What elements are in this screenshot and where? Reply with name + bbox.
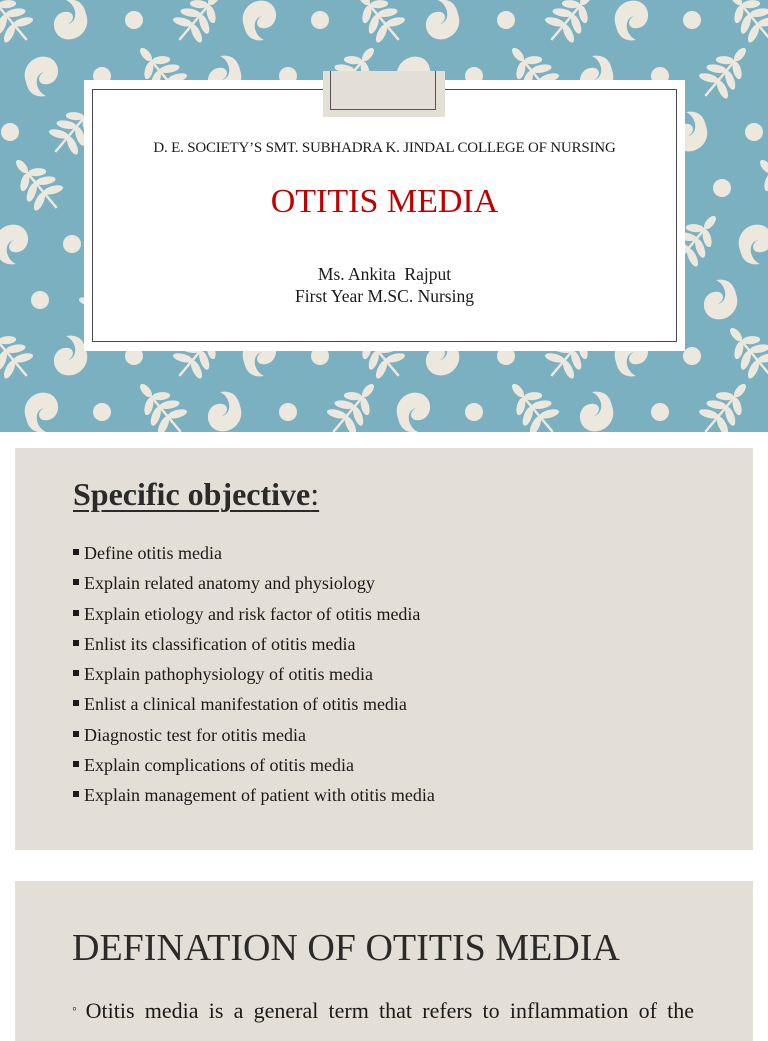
paisley-icon bbox=[397, 393, 430, 432]
list-item-text: Explain related anatomy and physiology bbox=[84, 573, 375, 594]
square-bullet-icon bbox=[73, 761, 79, 767]
card-tab bbox=[323, 71, 445, 117]
list-item-text: Explain complications of otitis media bbox=[84, 755, 354, 776]
presenter-block bbox=[84, 263, 685, 307]
list-item bbox=[73, 722, 435, 752]
list-item bbox=[73, 570, 435, 600]
leaf-sprig-icon bbox=[164, 0, 234, 53]
list-item bbox=[73, 631, 435, 661]
paisley-icon bbox=[580, 392, 613, 432]
leaf-sprig-icon bbox=[0, 316, 42, 389]
list-item bbox=[73, 661, 435, 691]
list-item-text: Explain management of patient with otitis media bbox=[84, 785, 435, 806]
title-card bbox=[84, 80, 685, 351]
square-bullet-icon bbox=[73, 731, 79, 737]
square-bullet-icon bbox=[73, 670, 79, 676]
leaf-sprig-icon bbox=[344, 0, 414, 53]
college-name: D. E. SOCIETY’S SMT. SUBHADRA K. JINDAL COLLEGE OF NURSING bbox=[153, 140, 616, 156]
list-item-text: Explain pathophysiology of otitis media bbox=[84, 664, 373, 685]
leaf-sprig-icon bbox=[746, 148, 768, 221]
leaf-sprig-icon bbox=[2, 148, 72, 221]
list-item-text: Enlist its classification of otitis media bbox=[84, 633, 356, 654]
presenter-role: First Year M.SC. Nursing bbox=[295, 286, 474, 306]
dot-icon bbox=[713, 179, 731, 197]
dot-icon bbox=[683, 11, 701, 29]
objectives-heading-colon: : bbox=[310, 476, 320, 512]
square-bullet-icon bbox=[73, 700, 79, 706]
definition-slide bbox=[15, 881, 753, 1041]
definition-text-line bbox=[72, 998, 694, 1024]
list-item bbox=[73, 540, 435, 570]
square-bullet-icon bbox=[73, 549, 79, 555]
square-bullet-icon bbox=[73, 579, 79, 585]
square-bullet-icon bbox=[73, 640, 79, 646]
slide-title: OTITIS MEDIA bbox=[270, 183, 499, 220]
paisley-icon bbox=[739, 225, 768, 265]
leaf-sprig-icon bbox=[716, 0, 768, 53]
dot-icon bbox=[31, 291, 49, 309]
leaf-sprig-icon bbox=[126, 372, 196, 432]
leaf-sprig-icon bbox=[690, 372, 760, 432]
leaf-sprig-icon bbox=[536, 0, 606, 53]
title-slide bbox=[0, 0, 768, 432]
dot-icon bbox=[311, 11, 329, 29]
leaf-sprig-icon bbox=[0, 0, 42, 53]
dot-icon bbox=[279, 403, 297, 421]
list-item bbox=[73, 601, 435, 631]
dot-icon bbox=[465, 403, 483, 421]
objectives-heading bbox=[73, 476, 319, 513]
leaf-sprig-icon bbox=[716, 316, 768, 389]
dot-icon bbox=[93, 403, 111, 421]
list-item-text: Enlist a clinical manifestation of otitis media bbox=[84, 694, 407, 715]
objectives-list bbox=[73, 540, 435, 813]
list-item bbox=[73, 752, 435, 782]
square-bullet-icon bbox=[73, 610, 79, 616]
leaf-sprig-icon bbox=[498, 372, 568, 432]
dot-icon bbox=[683, 347, 701, 365]
objectives-slide bbox=[15, 448, 753, 850]
objectives-heading-text: Specific objective bbox=[73, 476, 311, 512]
paisley-icon bbox=[243, 1, 276, 41]
square-bullet-icon bbox=[73, 791, 79, 797]
list-item-text: Define otitis media bbox=[84, 543, 222, 563]
paisley-icon bbox=[54, 336, 87, 376]
paisley-icon bbox=[426, 0, 459, 39]
definition-text: Otitis media is a general term that refers to inflammation of the bbox=[85, 998, 694, 1023]
list-item-text: Explain etiology and risk factor of otitis media bbox=[84, 603, 421, 624]
paisley-icon bbox=[704, 280, 737, 320]
dot-icon bbox=[651, 403, 669, 421]
paisley-icon bbox=[54, 0, 87, 39]
presenter-name: Ms. Ankita Rajput bbox=[317, 264, 452, 284]
paisley-icon bbox=[25, 57, 58, 97]
dot-icon bbox=[63, 235, 81, 253]
list-item-text: Diagnostic test for otitis media bbox=[84, 724, 306, 745]
dot-icon bbox=[497, 11, 515, 29]
leaf-sprig-icon bbox=[318, 372, 388, 432]
paisley-icon bbox=[25, 393, 58, 432]
circle-bullet-icon: ◦ bbox=[72, 1002, 82, 1017]
paisley-icon bbox=[0, 225, 28, 265]
leaf-sprig-icon bbox=[690, 36, 760, 109]
paisley-icon bbox=[208, 392, 241, 432]
list-item bbox=[73, 691, 435, 721]
dot-icon bbox=[125, 11, 143, 29]
list-item bbox=[73, 782, 435, 812]
paisley-icon bbox=[615, 1, 648, 41]
dot-icon bbox=[1, 123, 19, 141]
definition-heading: DEFINATION OF OTITIS MEDIA bbox=[72, 927, 620, 969]
dot-icon bbox=[745, 123, 763, 141]
